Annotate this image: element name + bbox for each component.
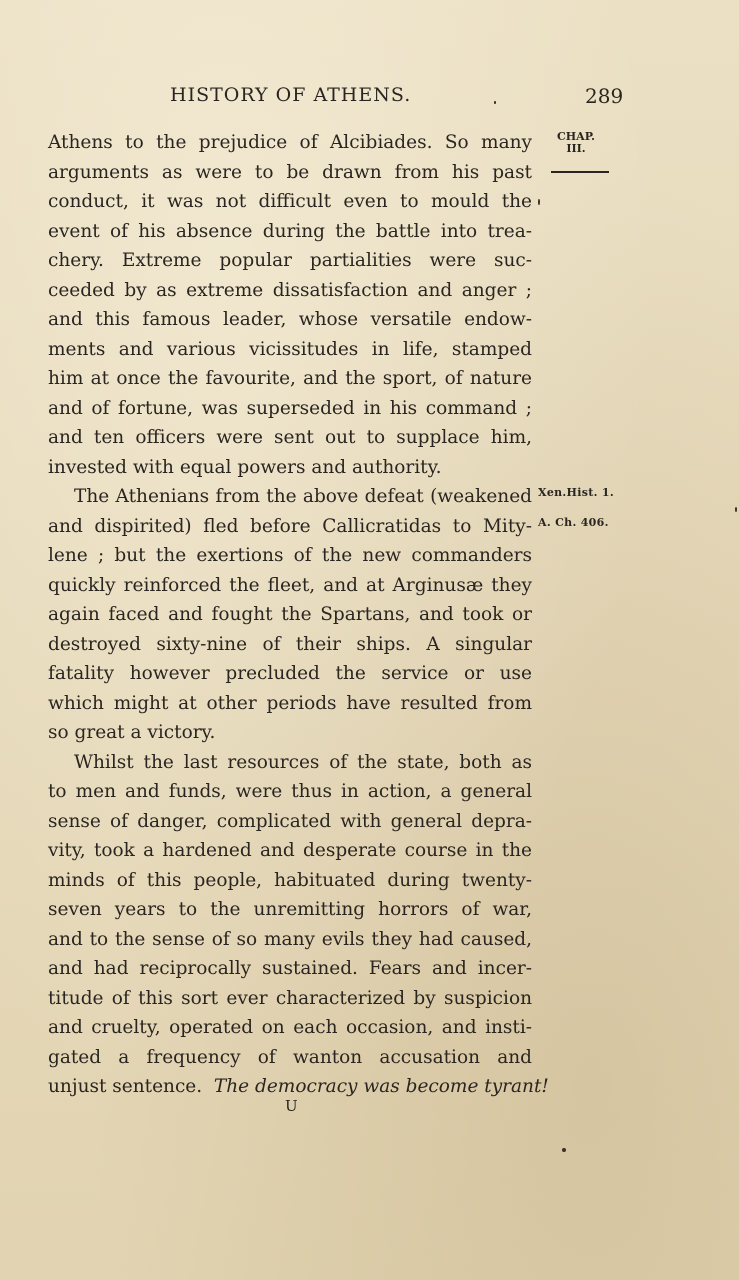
text-line: destroyed sixty-nine of their ships. A singular	[48, 633, 532, 655]
text-line: conduct, it was not difficult even to mould the	[48, 191, 532, 212]
text-line: which might at other periods have resulted from	[48, 692, 532, 714]
text-line: chery. Extreme popular partialities were suc-	[48, 250, 532, 271]
chapter-number: III.	[566, 142, 586, 155]
signature-mark: U	[285, 1097, 298, 1115]
text-line: vity, took a hardened and desperate course in the	[48, 840, 532, 861]
text-line: quickly reinforced the fleet, and at Arginusæ they	[48, 574, 532, 596]
chapter-rule	[551, 171, 609, 173]
running-title: HISTORY OF ATHENS.	[170, 84, 412, 106]
text-line: gated a frequency of wanton accusation and	[48, 1046, 532, 1068]
text-line: titude of this sort ever characterized by suspicion	[48, 987, 532, 1009]
text-line: and cruelty, operated on each occasion, and insti-	[48, 1017, 532, 1038]
margin-reference-date: A. Ch. 406.	[538, 516, 609, 529]
text-line: Athens to the prejudice of Alcibiades. So many	[48, 132, 532, 153]
text-line: and ten officers were sent out to supplace him,	[48, 427, 532, 448]
final-line-start: unjust sentence.	[48, 1076, 203, 1097]
margin-reference-xenophon: Xen.Hist. 1.	[538, 486, 614, 499]
text-line: ments and various vicissitudes in life, stamped	[48, 338, 532, 360]
text-line: sense of danger, complicated with general depra-	[48, 810, 532, 832]
chapter-label: CHAP.	[557, 130, 595, 143]
text-line: so great a victory.	[48, 722, 216, 743]
text-line: seven years to the unremitting horrors of war,	[48, 899, 532, 920]
chapter-marginal-note	[551, 131, 601, 155]
text-line: event of his absence during the battle into trea-	[48, 220, 532, 242]
text-line: arguments as were to be drawn from his past	[48, 161, 532, 183]
final-line-italic: The democracy was become tyrant!	[213, 1076, 549, 1097]
text-line: and to the sense of so many evils they had caused,	[48, 928, 532, 950]
page-number: 289	[585, 84, 624, 108]
text-line: Whilst the last resources of the state, both as	[74, 751, 532, 773]
body-text	[48, 128, 549, 1102]
text-line: minds of this people, habituated during twenty-	[48, 869, 532, 891]
text-line: and this famous leader, whose versatile endow-	[48, 309, 532, 330]
text-line: and of fortune, was superseded in his command ;	[48, 397, 532, 419]
text-line: and dispirited) fled before Callicratidas to Mity-	[48, 515, 532, 537]
text-line: invested with equal powers and authority.	[48, 456, 442, 478]
text-line: to men and funds, were thus in action, a general	[48, 781, 532, 802]
text-line: again faced and fought the Spartans, and took or	[48, 604, 532, 625]
text-line: lene ; but the exertions of the new commanders	[48, 545, 532, 566]
text-line: ceeded by as extreme dissatisfaction and anger ;	[48, 279, 532, 301]
text-line: The Athenians from the above defeat (weakened	[74, 486, 532, 507]
text-line: him at once the favourite, and the sport, of nature	[48, 368, 532, 389]
text-line: and had reciprocally sustained. Fears and incer-	[48, 958, 532, 979]
text-line: fatality however precluded the service or use	[48, 663, 532, 684]
